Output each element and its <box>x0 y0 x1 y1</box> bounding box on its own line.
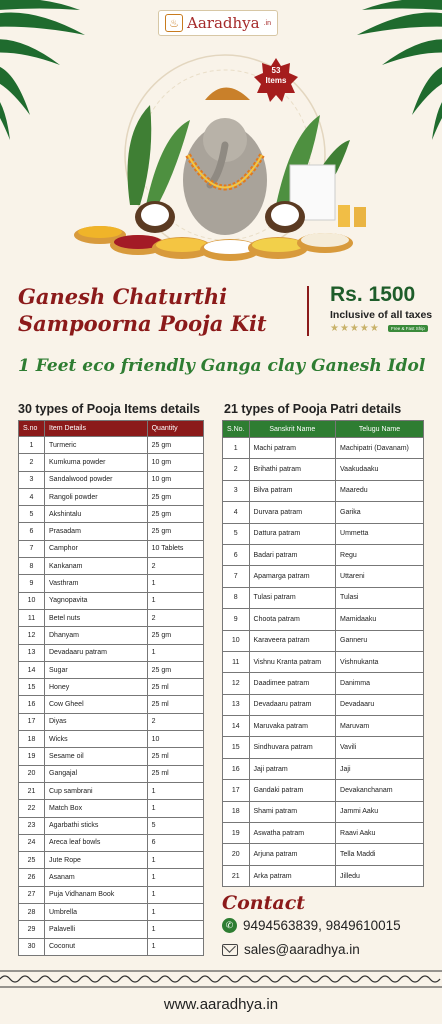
table-cell: 25 gm <box>147 627 203 644</box>
row-number-cell: 18 <box>223 801 250 822</box>
table-cell: Choota patram <box>249 609 336 630</box>
whatsapp-icon: ✆ <box>222 918 237 933</box>
row-number-cell: 7 <box>19 540 45 557</box>
table-row <box>223 502 424 523</box>
table-cell: 1 <box>147 644 203 661</box>
price-tax-note: Inclusive of all taxes <box>330 309 433 321</box>
table-cell: Jaji <box>336 758 424 779</box>
table-cell: 25 gm <box>147 437 203 454</box>
table-cell: Regu <box>336 544 424 565</box>
table-cell: Jute Rope <box>45 852 148 869</box>
table-cell: 25 gm <box>147 523 203 540</box>
column-header: Item Details <box>45 421 148 437</box>
row-number-cell: 17 <box>19 713 45 730</box>
product-title <box>18 283 267 337</box>
row-number-cell: 15 <box>223 737 250 758</box>
table-row <box>19 904 204 921</box>
website-url[interactable]: www.aaradhya.in <box>163 996 279 1013</box>
ganesh-idol-product-image <box>60 45 390 270</box>
table-cell: 1 <box>147 938 203 955</box>
table-cell: 25 ml <box>147 748 203 765</box>
row-number-cell: 2 <box>223 459 250 480</box>
table-row <box>223 630 424 651</box>
column-header: S.No. <box>223 421 250 438</box>
table-cell: Areca leaf bowls <box>45 834 148 851</box>
table-header-row <box>223 421 424 438</box>
table-row <box>19 488 204 505</box>
row-number-cell: 5 <box>19 506 45 523</box>
table-cell: Rangoli powder <box>45 488 148 505</box>
row-number-cell: 28 <box>19 904 45 921</box>
table-row <box>19 869 204 886</box>
table-cell: 10 Tablets <box>147 540 203 557</box>
shipping-tag: Free & Fast Ship <box>388 325 428 332</box>
contact-email-row[interactable] <box>222 942 360 957</box>
table-cell: Sesame oil <box>45 748 148 765</box>
row-number-cell: 4 <box>19 488 45 505</box>
table-row <box>223 438 424 459</box>
contact-phone-row[interactable] <box>222 918 401 933</box>
row-number-cell: 17 <box>223 780 250 801</box>
table-cell: Agarbathi sticks <box>45 817 148 834</box>
row-number-cell: 13 <box>223 694 250 715</box>
table-row <box>19 679 204 696</box>
row-number-cell: 21 <box>19 782 45 799</box>
row-number-cell: 14 <box>19 661 45 678</box>
table-cell: Palavelli <box>45 921 148 938</box>
table-cell: 10 <box>147 731 203 748</box>
table-cell: Prasadam <box>45 523 148 540</box>
table-cell: 1 <box>147 800 203 817</box>
table-cell: Jilledu <box>336 865 424 886</box>
table-cell: Coconut <box>45 938 148 955</box>
table-cell: Devadaaru patram <box>249 694 336 715</box>
table-cell: Jammi Aaku <box>336 801 424 822</box>
table-cell: Bilva patram <box>249 480 336 501</box>
table-cell: Machi patram <box>249 438 336 459</box>
row-number-cell: 7 <box>223 566 250 587</box>
table-cell: Cup sambrani <box>45 782 148 799</box>
table-row <box>19 437 204 454</box>
row-number-cell: 27 <box>19 886 45 903</box>
product-title-line-1: Ganesh Chaturthi <box>18 284 228 309</box>
table-cell: Maruvaka patram <box>249 716 336 737</box>
table-cell: 2 <box>147 609 203 626</box>
table-cell: 10 gm <box>147 471 203 488</box>
row-number-cell: 1 <box>19 437 45 454</box>
table-row <box>19 696 204 713</box>
table-cell: Garika <box>336 502 424 523</box>
row-number-cell: 8 <box>19 558 45 575</box>
table-cell: Dhanyam <box>45 627 148 644</box>
table-cell: Umbrella <box>45 904 148 921</box>
table-cell: Dattura patram <box>249 523 336 544</box>
diya-logo-icon: ♨ <box>165 14 183 32</box>
table-cell: Honey <box>45 679 148 696</box>
table-cell: Danimma <box>336 673 424 694</box>
table-cell: Jaji patram <box>249 758 336 779</box>
table-cell: Tella Maddi <box>336 844 424 865</box>
table-cell: Aswatha patram <box>249 823 336 844</box>
table-cell: Daadimee patram <box>249 673 336 694</box>
table-cell: 1 <box>147 782 203 799</box>
row-number-cell: 10 <box>19 592 45 609</box>
table-cell: Gandaki patram <box>249 780 336 801</box>
table-row <box>19 609 204 626</box>
table-cell: Puja Vidhanam Book <box>45 886 148 903</box>
table-cell: Wicks <box>45 731 148 748</box>
table-cell: 1 <box>147 592 203 609</box>
row-number-cell: 11 <box>19 609 45 626</box>
row-number-cell: 5 <box>223 523 250 544</box>
row-number-cell: 11 <box>223 651 250 672</box>
table-row <box>19 661 204 678</box>
row-number-cell: 20 <box>223 844 250 865</box>
pooja-patri-heading: 21 types of Pooja Patri details <box>224 402 402 416</box>
table-row <box>223 780 424 801</box>
table-row <box>223 823 424 844</box>
price: Rs. 1500 <box>330 283 416 306</box>
table-cell: 2 <box>147 713 203 730</box>
table-cell: Uttareni <box>336 566 424 587</box>
row-number-cell: 23 <box>19 817 45 834</box>
table-cell: 25 ml <box>147 765 203 782</box>
table-cell: Match Box <box>45 800 148 817</box>
table-cell: 1 <box>147 904 203 921</box>
column-header: S.no <box>19 421 45 437</box>
table-row <box>19 471 204 488</box>
decorative-border <box>0 968 442 990</box>
table-row <box>223 737 424 758</box>
title-divider <box>307 286 309 336</box>
table-cell: Ummetta <box>336 523 424 544</box>
table-cell: 5 <box>147 817 203 834</box>
table-row <box>223 716 424 737</box>
table-cell: Durvara patram <box>249 502 336 523</box>
table-cell: Karaveera patram <box>249 630 336 651</box>
contact-email[interactable]: sales@aaradhya.in <box>244 942 360 957</box>
table-row <box>223 801 424 822</box>
table-row <box>223 651 424 672</box>
row-number-cell: 29 <box>19 921 45 938</box>
table-row <box>19 800 204 817</box>
item-count-badge-text <box>254 66 298 86</box>
row-number-cell: 16 <box>19 696 45 713</box>
row-number-cell: 22 <box>19 800 45 817</box>
table-cell: Machipatri (Davanam) <box>336 438 424 459</box>
table-row <box>19 852 204 869</box>
row-number-cell: 9 <box>19 575 45 592</box>
pooja-items-heading: 30 types of Pooja Items details <box>18 402 201 416</box>
table-row <box>223 694 424 715</box>
table-cell: 25 gm <box>147 488 203 505</box>
table-row <box>223 865 424 886</box>
row-number-cell: 18 <box>19 731 45 748</box>
table-row <box>223 844 424 865</box>
table-cell: 1 <box>147 921 203 938</box>
table-row <box>19 765 204 782</box>
table-cell: Vasthram <box>45 575 148 592</box>
table-cell: Maruvam <box>336 716 424 737</box>
table-row <box>19 523 204 540</box>
table-row <box>19 644 204 661</box>
table-row <box>19 558 204 575</box>
row-number-cell: 19 <box>19 748 45 765</box>
row-number-cell: 24 <box>19 834 45 851</box>
product-title-line-2: Sampoorna Pooja Kit <box>18 311 267 336</box>
table-row <box>223 566 424 587</box>
row-number-cell: 1 <box>223 438 250 459</box>
row-number-cell: 6 <box>19 523 45 540</box>
item-count-number: 53 <box>271 66 281 75</box>
table-cell: Ganneru <box>336 630 424 651</box>
table-cell: 6 <box>147 834 203 851</box>
table-row <box>223 523 424 544</box>
column-header: Quantity <box>147 421 203 437</box>
table-cell: Arka patram <box>249 865 336 886</box>
row-number-cell: 3 <box>223 480 250 501</box>
table-cell: 25 gm <box>147 506 203 523</box>
table-header-row <box>19 421 204 437</box>
row-number-cell: 19 <box>223 823 250 844</box>
row-number-cell: 3 <box>19 471 45 488</box>
table-cell: Raavi Aaku <box>336 823 424 844</box>
table-cell: Sandalwood powder <box>45 471 148 488</box>
row-number-cell: 20 <box>19 765 45 782</box>
table-cell: Apamarga patram <box>249 566 336 587</box>
row-number-cell: 8 <box>223 587 250 608</box>
row-number-cell: 2 <box>19 454 45 471</box>
table-cell: 1 <box>147 852 203 869</box>
table-cell: Devakanchanam <box>336 780 424 801</box>
table-row <box>223 459 424 480</box>
brand-logo[interactable] <box>158 10 278 36</box>
row-number-cell: 16 <box>223 758 250 779</box>
row-number-cell: 25 <box>19 852 45 869</box>
table-cell: Shami patram <box>249 801 336 822</box>
row-number-cell: 26 <box>19 869 45 886</box>
table-row <box>19 506 204 523</box>
table-cell: Gangajal <box>45 765 148 782</box>
row-number-cell: 30 <box>19 938 45 955</box>
table-cell: Akshintalu <box>45 506 148 523</box>
row-number-cell: 13 <box>19 644 45 661</box>
table-cell: 25 ml <box>147 696 203 713</box>
table-row <box>223 544 424 565</box>
table-cell: Brihathi patram <box>249 459 336 480</box>
table-cell: 25 ml <box>147 679 203 696</box>
table-row <box>19 782 204 799</box>
table-cell: Devadaaru <box>336 694 424 715</box>
table-cell: 25 gm <box>147 661 203 678</box>
table-cell: Vishnukanta <box>336 651 424 672</box>
table-row <box>19 454 204 471</box>
table-row <box>19 938 204 955</box>
table-cell: Yagnopavita <box>45 592 148 609</box>
row-number-cell: 14 <box>223 716 250 737</box>
table-cell: Kankanam <box>45 558 148 575</box>
table-cell: Asanam <box>45 869 148 886</box>
table-row <box>19 748 204 765</box>
table-cell: Vavili <box>336 737 424 758</box>
table-cell: 1 <box>147 575 203 592</box>
row-number-cell: 21 <box>223 865 250 886</box>
row-number-cell: 12 <box>19 627 45 644</box>
table-row <box>19 575 204 592</box>
row-number-cell: 15 <box>19 679 45 696</box>
contact-phone[interactable]: 9494563839, 9849610015 <box>243 918 401 933</box>
row-number-cell: 9 <box>223 609 250 630</box>
mail-icon <box>222 944 238 956</box>
table-cell: Badari patram <box>249 544 336 565</box>
table-cell: Sindhuvara patram <box>249 737 336 758</box>
table-cell: Vishnu Kranta patram <box>249 651 336 672</box>
pooja-patri-table <box>222 420 424 887</box>
table-cell: Sugar <box>45 661 148 678</box>
table-row <box>19 886 204 903</box>
table-cell: 10 gm <box>147 454 203 471</box>
table-cell: Diyas <box>45 713 148 730</box>
table-cell: Tulasi <box>336 587 424 608</box>
column-header: Telugu Name <box>336 421 424 438</box>
row-number-cell: 6 <box>223 544 250 565</box>
table-row <box>19 627 204 644</box>
table-row <box>19 713 204 730</box>
table-cell: 1 <box>147 886 203 903</box>
table-cell: Cow Gheel <box>45 696 148 713</box>
table-cell: Camphor <box>45 540 148 557</box>
table-cell: Kumkuma powder <box>45 454 148 471</box>
rating-stars: ★★★★★ <box>330 323 380 334</box>
row-number-cell: 10 <box>223 630 250 651</box>
table-row <box>19 817 204 834</box>
table-row <box>19 540 204 557</box>
table-cell: Arjuna patram <box>249 844 336 865</box>
table-row <box>19 731 204 748</box>
table-row <box>19 592 204 609</box>
table-cell: 1 <box>147 869 203 886</box>
table-cell: Turmeric <box>45 437 148 454</box>
table-row <box>223 673 424 694</box>
item-count-unit: Items <box>265 76 287 85</box>
brand-name: Aaradhya <box>187 14 260 32</box>
product-subtitle: 1 Feet eco friendly Ganga clay Ganesh Idol <box>18 356 426 376</box>
table-cell: Mamidaaku <box>336 609 424 630</box>
table-cell: Devadaaru patram <box>45 644 148 661</box>
table-cell: Vaakudaaku <box>336 459 424 480</box>
row-number-cell: 12 <box>223 673 250 694</box>
row-number-cell: 4 <box>223 502 250 523</box>
table-row <box>19 921 204 938</box>
table-cell: Betel nuts <box>45 609 148 626</box>
table-row <box>223 587 424 608</box>
table-cell: 2 <box>147 558 203 575</box>
contact-heading: Contact <box>222 892 306 914</box>
brand-suffix: .in <box>263 19 271 27</box>
pooja-items-table <box>18 420 204 956</box>
table-row <box>223 480 424 501</box>
table-row <box>223 758 424 779</box>
column-header: Sanskrit Name <box>249 421 336 438</box>
table-row <box>19 834 204 851</box>
table-cell: Maaredu <box>336 480 424 501</box>
table-cell: Tulasi patram <box>249 587 336 608</box>
table-row <box>223 609 424 630</box>
